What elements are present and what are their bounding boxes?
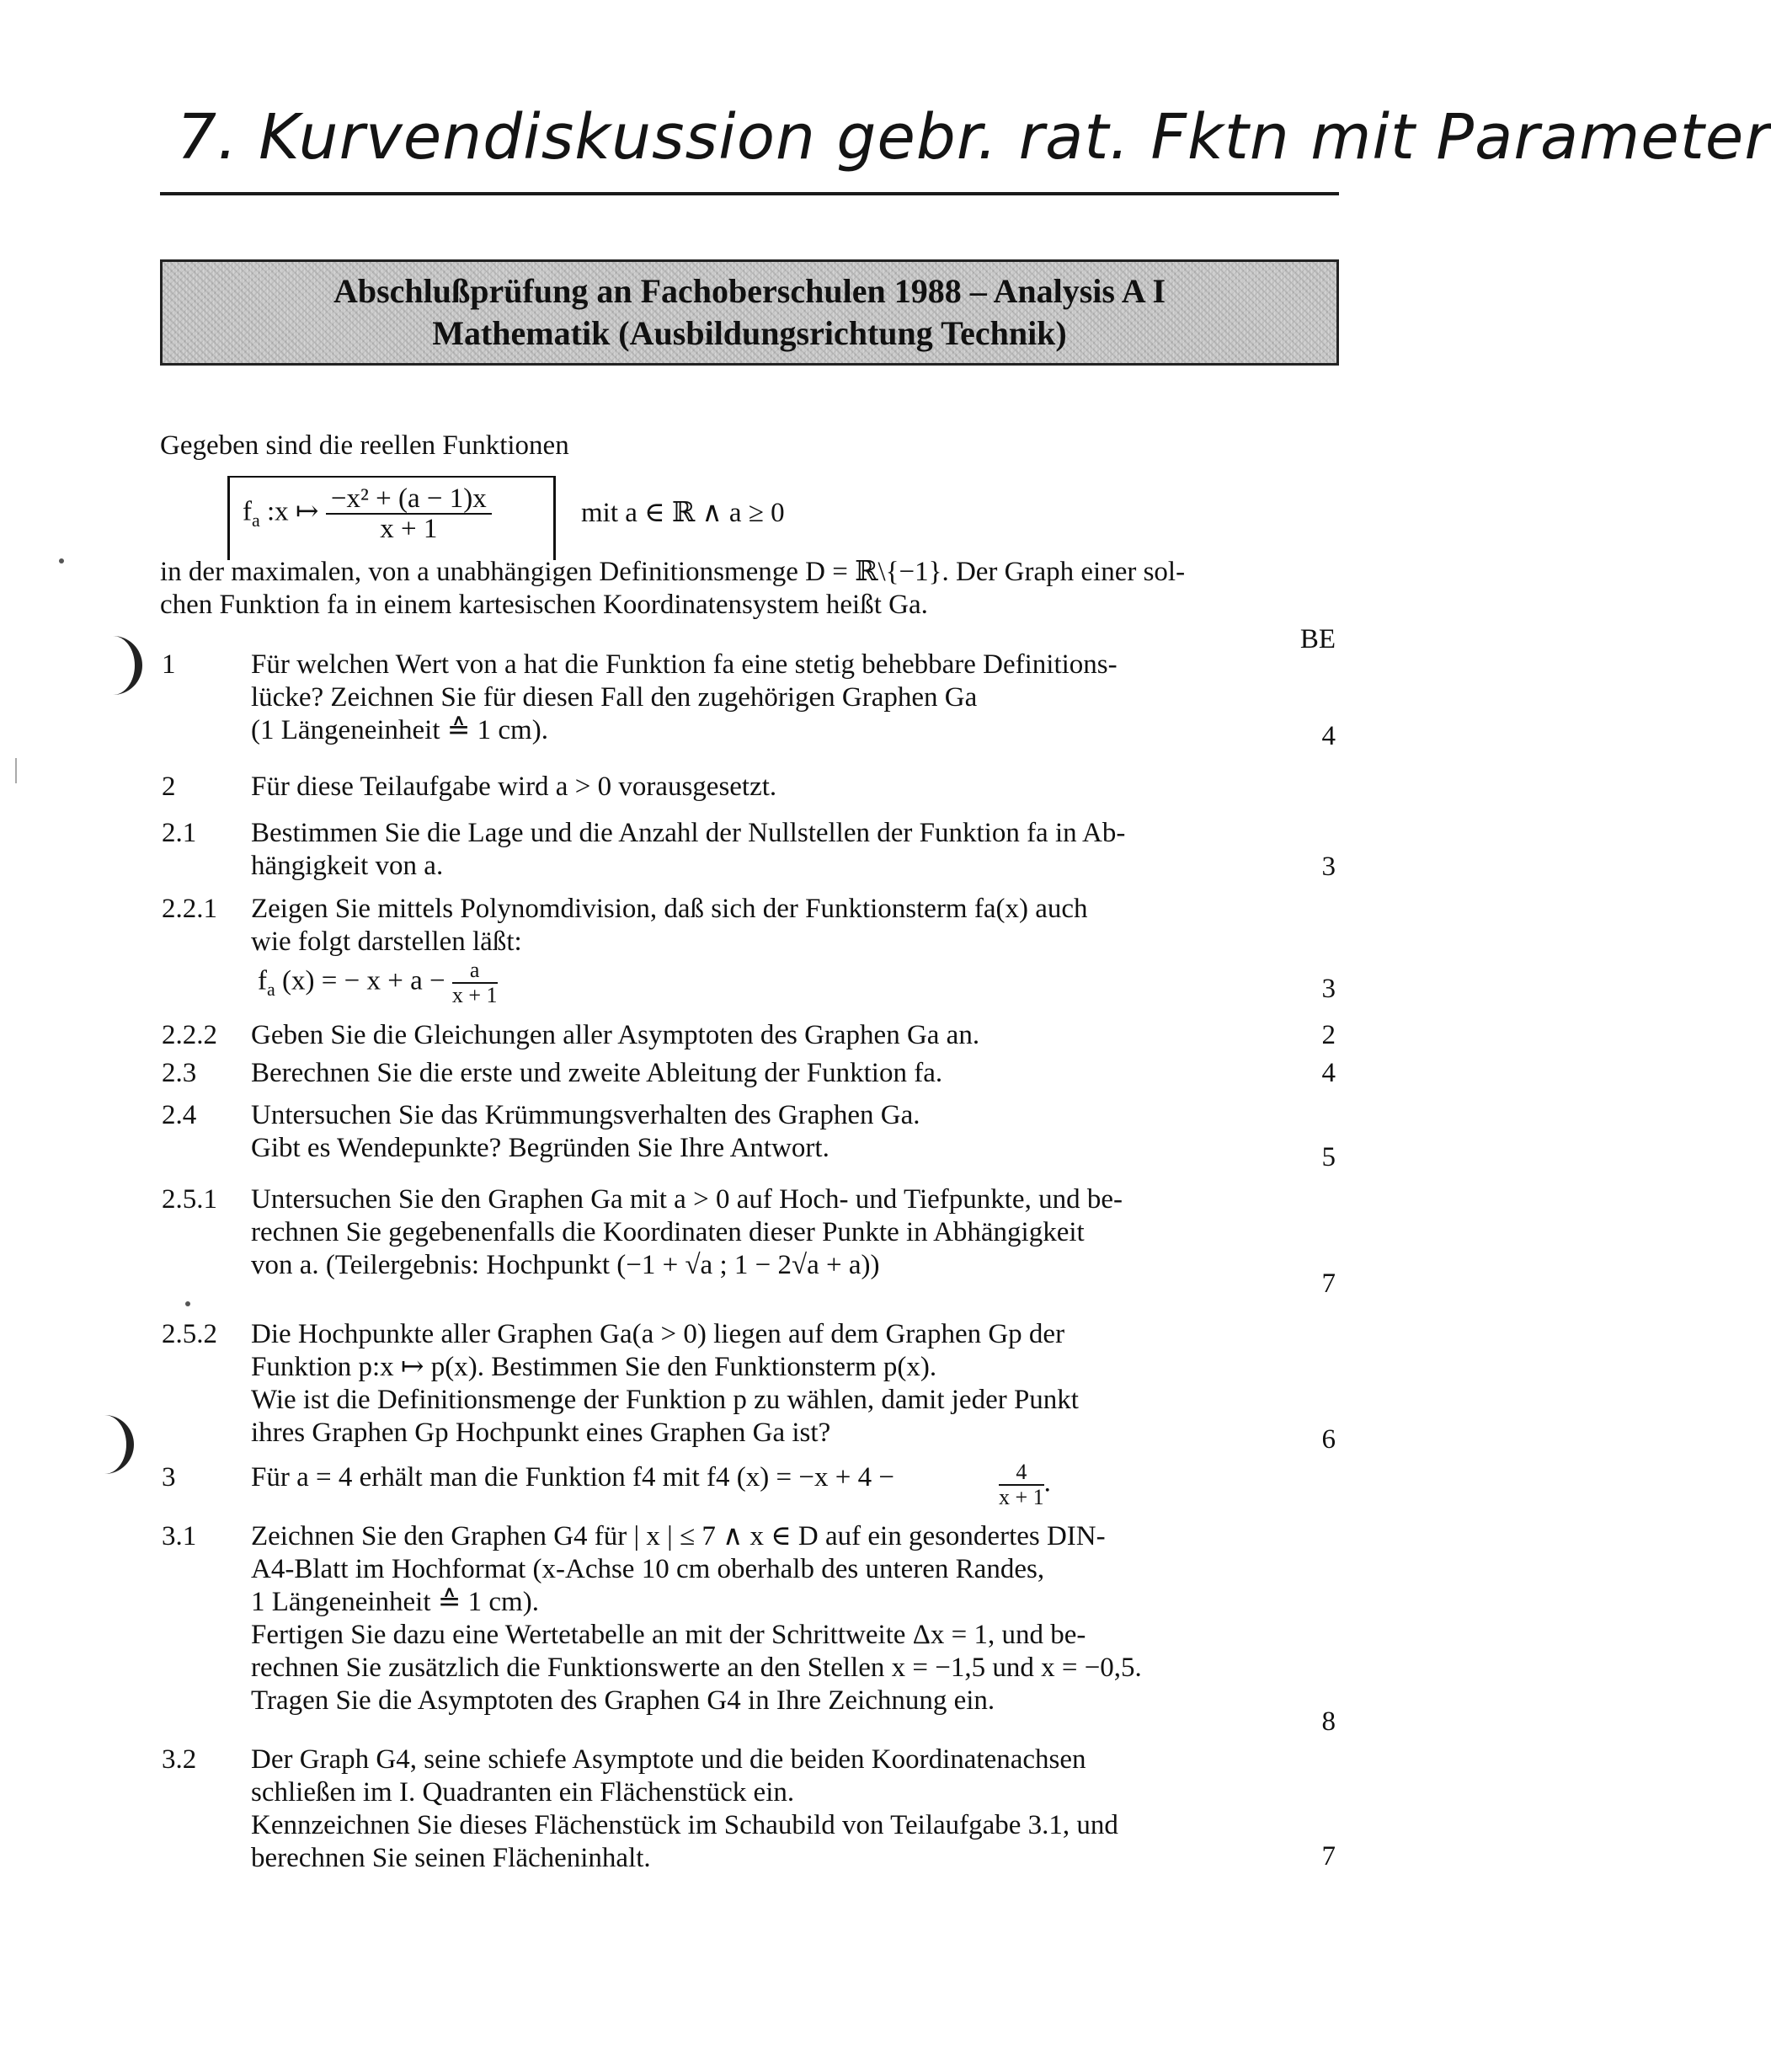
task-points: 3 — [1321, 974, 1336, 1004]
task-text-line: Für a = 4 erhält man die Funktion f4 mit f4 (x) = −x + 4 − — [251, 1462, 894, 1493]
be-header: BE — [1299, 624, 1336, 654]
task-number: 1 — [162, 649, 176, 680]
page-title: 7. Kurvendiskussion gebr. rat. Fktn mit Parameter — [177, 101, 1771, 174]
task-text-line: Untersuchen Sie das Krümmungsverhalten des Graphen Ga. — [251, 1100, 920, 1130]
task-points: 5 — [1321, 1142, 1336, 1172]
f-sub: a — [252, 510, 260, 531]
task-text-line: 1 Längeneinheit ≙ 1 cm). — [251, 1587, 539, 1617]
task-text-line: Tragen Sie die Asymptoten des Graphen G4 in Ihre Zeichnung ein. — [251, 1685, 995, 1716]
task-text-line: Der Graph G4, seine schiefe Asymptote und die beiden Koordinatenachsen — [251, 1744, 1086, 1775]
task-text-line: Für welchen Wert von a hat die Funktion fa eine stetig behebbare Definitions- — [251, 649, 1118, 680]
task-text-line: Die Hochpunkte aller Graphen Ga(a > 0) liegen auf dem Graphen Gp der — [251, 1319, 1065, 1349]
task-text-line: ihres Graphen Gp Hochpunkt eines Graphen Ga ist? — [251, 1418, 831, 1448]
formula-2-2-1 — [258, 959, 498, 1007]
task-text-line: Berechnen Sie die erste und zweite Ableitung der Funktion fa. — [251, 1058, 943, 1088]
banner-line-2: Mathematik (Ausbildungsrichtung Technik) — [432, 314, 1067, 352]
f-map: :x ↦ — [267, 496, 319, 527]
task-text-line: Untersuchen Sie den Graphen Ga mit a > 0 auf Hoch- und Tiefpunkte, und be- — [251, 1184, 1123, 1215]
formula-sub: a — [267, 979, 275, 1001]
task-text-line: Bestimmen Sie die Lage und die Anzahl der Nullstellen der Funktion fa in Ab- — [251, 818, 1126, 848]
task-text-line: Zeichnen Sie den Graphen G4 für | x | ≤ 7 ∧ x ∈ D auf ein gesondertes DIN- — [251, 1521, 1106, 1551]
task-number: 3 — [162, 1462, 176, 1493]
formula-3-tail: . — [1043, 1467, 1051, 1498]
task-points: 6 — [1321, 1424, 1336, 1455]
task-text-line: Für diese Teilaufgabe wird a > 0 vorausgesetzt. — [251, 772, 777, 802]
intro-given: Gegeben sind die reellen Funktionen — [160, 430, 569, 461]
task-text-line: (1 Längeneinheit ≙ 1 cm). — [251, 715, 548, 745]
task-points: 4 — [1321, 1058, 1336, 1088]
task-text-line: Gibt es Wendepunkte? Begründen Sie Ihre Antwort. — [251, 1133, 829, 1163]
task-number: 2.5.2 — [162, 1319, 217, 1349]
task-number: 3.2 — [162, 1744, 197, 1775]
task-text-line: wie folgt darstellen läßt: — [251, 927, 522, 957]
task-text-line: von a. (Teilergebnis: Hochpunkt (−1 + √a ; 1 − 2√a + a)) — [251, 1250, 880, 1280]
task-number: 3.1 — [162, 1521, 197, 1551]
intro-line-2: in der maximalen, von a unabhängigen Definitionsmenge D = ℝ\{−1}. Der Graph einer sol- — [160, 557, 1186, 587]
task-points: 4 — [1321, 721, 1336, 751]
formula-3-numerator: 4 — [999, 1461, 1044, 1486]
task-text-line: Kennzeichnen Sie dieses Flächenstück im Schaubild von Teilaufgabe 3.1, und — [251, 1810, 1118, 1840]
task-text-line: schließen im I. Quadranten ein Flächenstück ein. — [251, 1777, 795, 1808]
task-points: 7 — [1321, 1841, 1336, 1872]
task-number: 2.2.1 — [162, 894, 217, 924]
f-numerator: −x² + (a − 1)x — [326, 484, 492, 515]
task-text-line: lücke? Zeichnen Sie für diesen Fall den zugehörigen Graphen Ga — [251, 682, 978, 713]
task-text-line: Funktion p:x ↦ p(x). Bestimmen Sie den Funktionsterm p(x). — [251, 1352, 937, 1382]
task-number: 2.1 — [162, 818, 197, 848]
formula-rest: (x) = − x + a − — [275, 965, 445, 996]
formula-numerator: a — [452, 959, 498, 984]
task-number: 2.4 — [162, 1100, 197, 1130]
task-points: 8 — [1321, 1706, 1336, 1737]
hole-punch-mark-lower — [93, 1415, 134, 1474]
formula-denominator: x + 1 — [451, 983, 498, 1007]
task-text-line: berechnen Sie seinen Flächeninhalt. — [251, 1843, 651, 1873]
task-points: 3 — [1321, 852, 1336, 882]
task-text-line: hängigkeit von a. — [251, 851, 444, 881]
intro-line-3: chen Funktion fa in einem kartesischen Koordinatensystem heißt Ga. — [160, 590, 928, 620]
task-points: 7 — [1321, 1268, 1336, 1299]
formula-3-denominator: x + 1 — [999, 1485, 1044, 1509]
task-text-line: rechnen Sie gegebenenfalls die Koordinaten dieser Punkte in Abhängigkeit — [251, 1217, 1085, 1247]
scan-speck — [185, 1301, 190, 1306]
f-symbol: f — [243, 496, 252, 527]
task-points: 2 — [1321, 1020, 1336, 1050]
task-number: 2 — [162, 772, 176, 802]
hole-punch-mark-upper — [101, 636, 142, 695]
parameter-condition: mit a ∈ ℝ ∧ a ≥ 0 — [581, 498, 785, 528]
task-text-line: Fertigen Sie dazu eine Wertetabelle an mit der Schrittweite Δx = 1, und be- — [251, 1620, 1086, 1650]
exam-banner — [160, 259, 1339, 366]
task-number: 2.5.1 — [162, 1184, 217, 1215]
task-number: 2.2.2 — [162, 1020, 217, 1050]
function-definition — [243, 484, 492, 543]
task-text-line: Geben Sie die Gleichungen aller Asymptoten des Graphen Ga an. — [251, 1020, 980, 1050]
f-fraction — [326, 484, 492, 543]
f-denominator: x + 1 — [380, 514, 438, 544]
scan-speck — [59, 558, 64, 563]
banner-line-1: Abschlußprüfung an Fachoberschulen 1988 – Analysis A I — [333, 272, 1166, 310]
formula-3-frac — [999, 1461, 1044, 1509]
task-text-line: Wie ist die Definitionsmenge der Funktion p zu wählen, damit jeder Punkt — [251, 1385, 1079, 1415]
task-text-line: Zeigen Sie mittels Polynomdivision, daß sich der Funktionsterm fa(x) auch — [251, 894, 1088, 924]
scan-edge-line — [15, 758, 17, 783]
title-underline — [160, 192, 1339, 195]
task-number: 2.3 — [162, 1058, 197, 1088]
formula-lhs: f — [258, 965, 267, 996]
task-text-line: rechnen Sie zusätzlich die Funktionswerte an den Stellen x = −1,5 und x = −0,5. — [251, 1653, 1142, 1683]
formula-fraction — [452, 959, 498, 1007]
task-text-line: A4-Blatt im Hochformat (x-Achse 10 cm oberhalb des unteren Randes, — [251, 1554, 1045, 1584]
formula-3-fraction — [999, 1461, 1051, 1509]
